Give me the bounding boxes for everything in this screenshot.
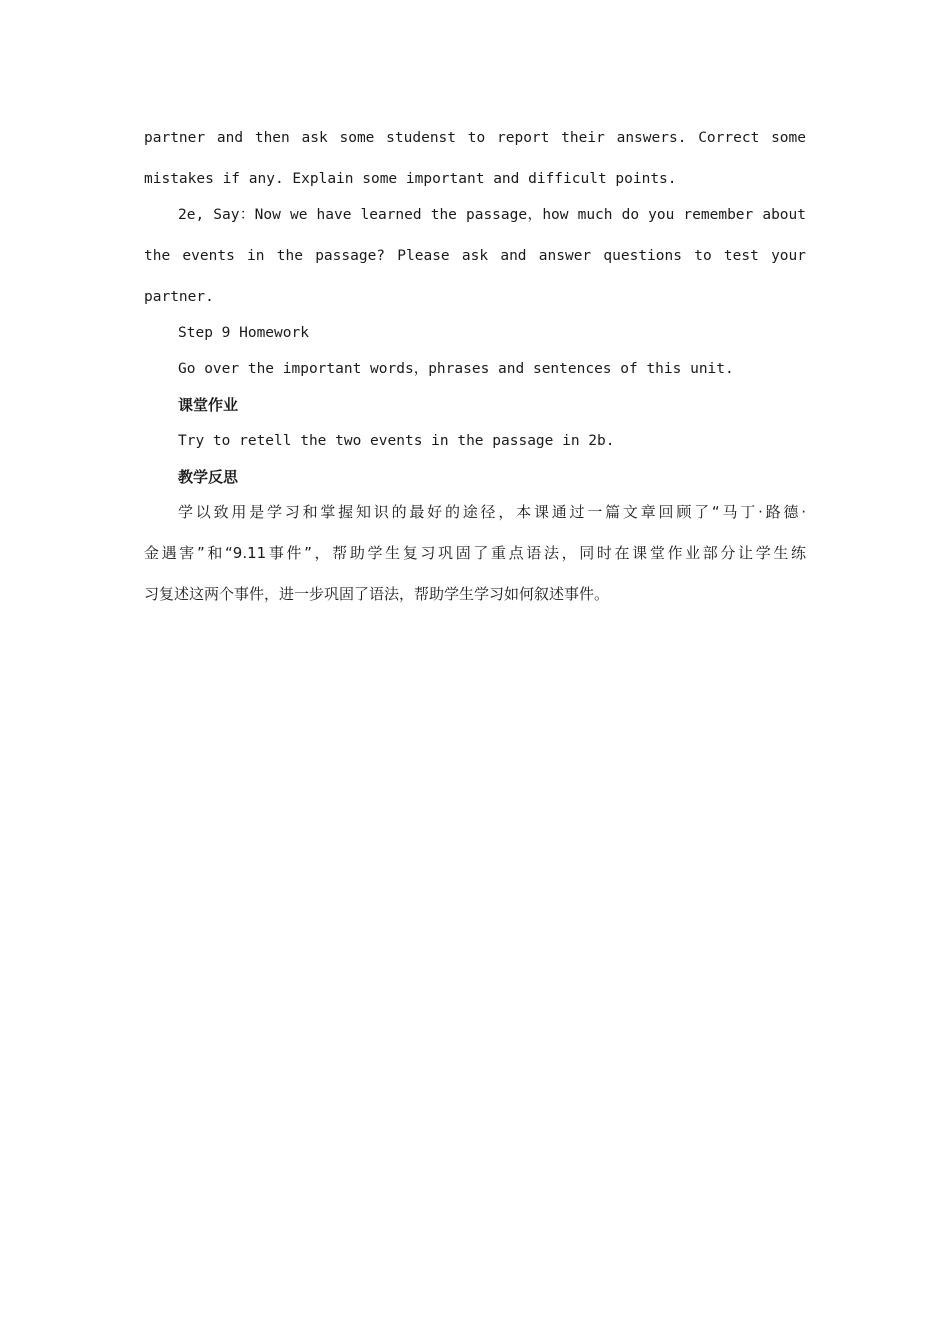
- reflection-heading: 教学反思: [178, 468, 239, 486]
- reflection-line-2: 金遇害”和“9.11事件”，帮助学生复习巩固了重点语法，同时在课堂作业部分让学生练: [144, 544, 806, 562]
- reflection-line-1: 学以致用是学习和掌握知识的最好的途径，本课通过一篇文章回顾了“马丁·路德·: [178, 503, 806, 521]
- classwork-heading: 课堂作业: [178, 396, 239, 414]
- paragraph-2e-line-1: 2e, Say：Now we have learned the passage，how much do you remember about: [178, 207, 806, 223]
- paragraph-2d-line-2: mistakes if any. Explain some important and difficult points.: [144, 171, 677, 187]
- step9-text: Go over the important words，phrases and sentences of this unit.: [178, 361, 734, 377]
- classwork-text: Try to retell the two events in the passage in 2b.: [178, 433, 615, 449]
- paragraph-2d-line-1: partner and then ask some studenst to report their answers. Correct some: [144, 130, 806, 146]
- reflection-line-3: 习复述这两个事件，进一步巩固了语法，帮助学生学习如何叙述事件。: [144, 585, 610, 603]
- step9-title: Step 9 Homework: [178, 325, 309, 341]
- paragraph-2e-line-2: the events in the passage? Please ask and answer questions to test your: [144, 248, 806, 264]
- paragraph-2e-line-3: partner.: [144, 289, 214, 305]
